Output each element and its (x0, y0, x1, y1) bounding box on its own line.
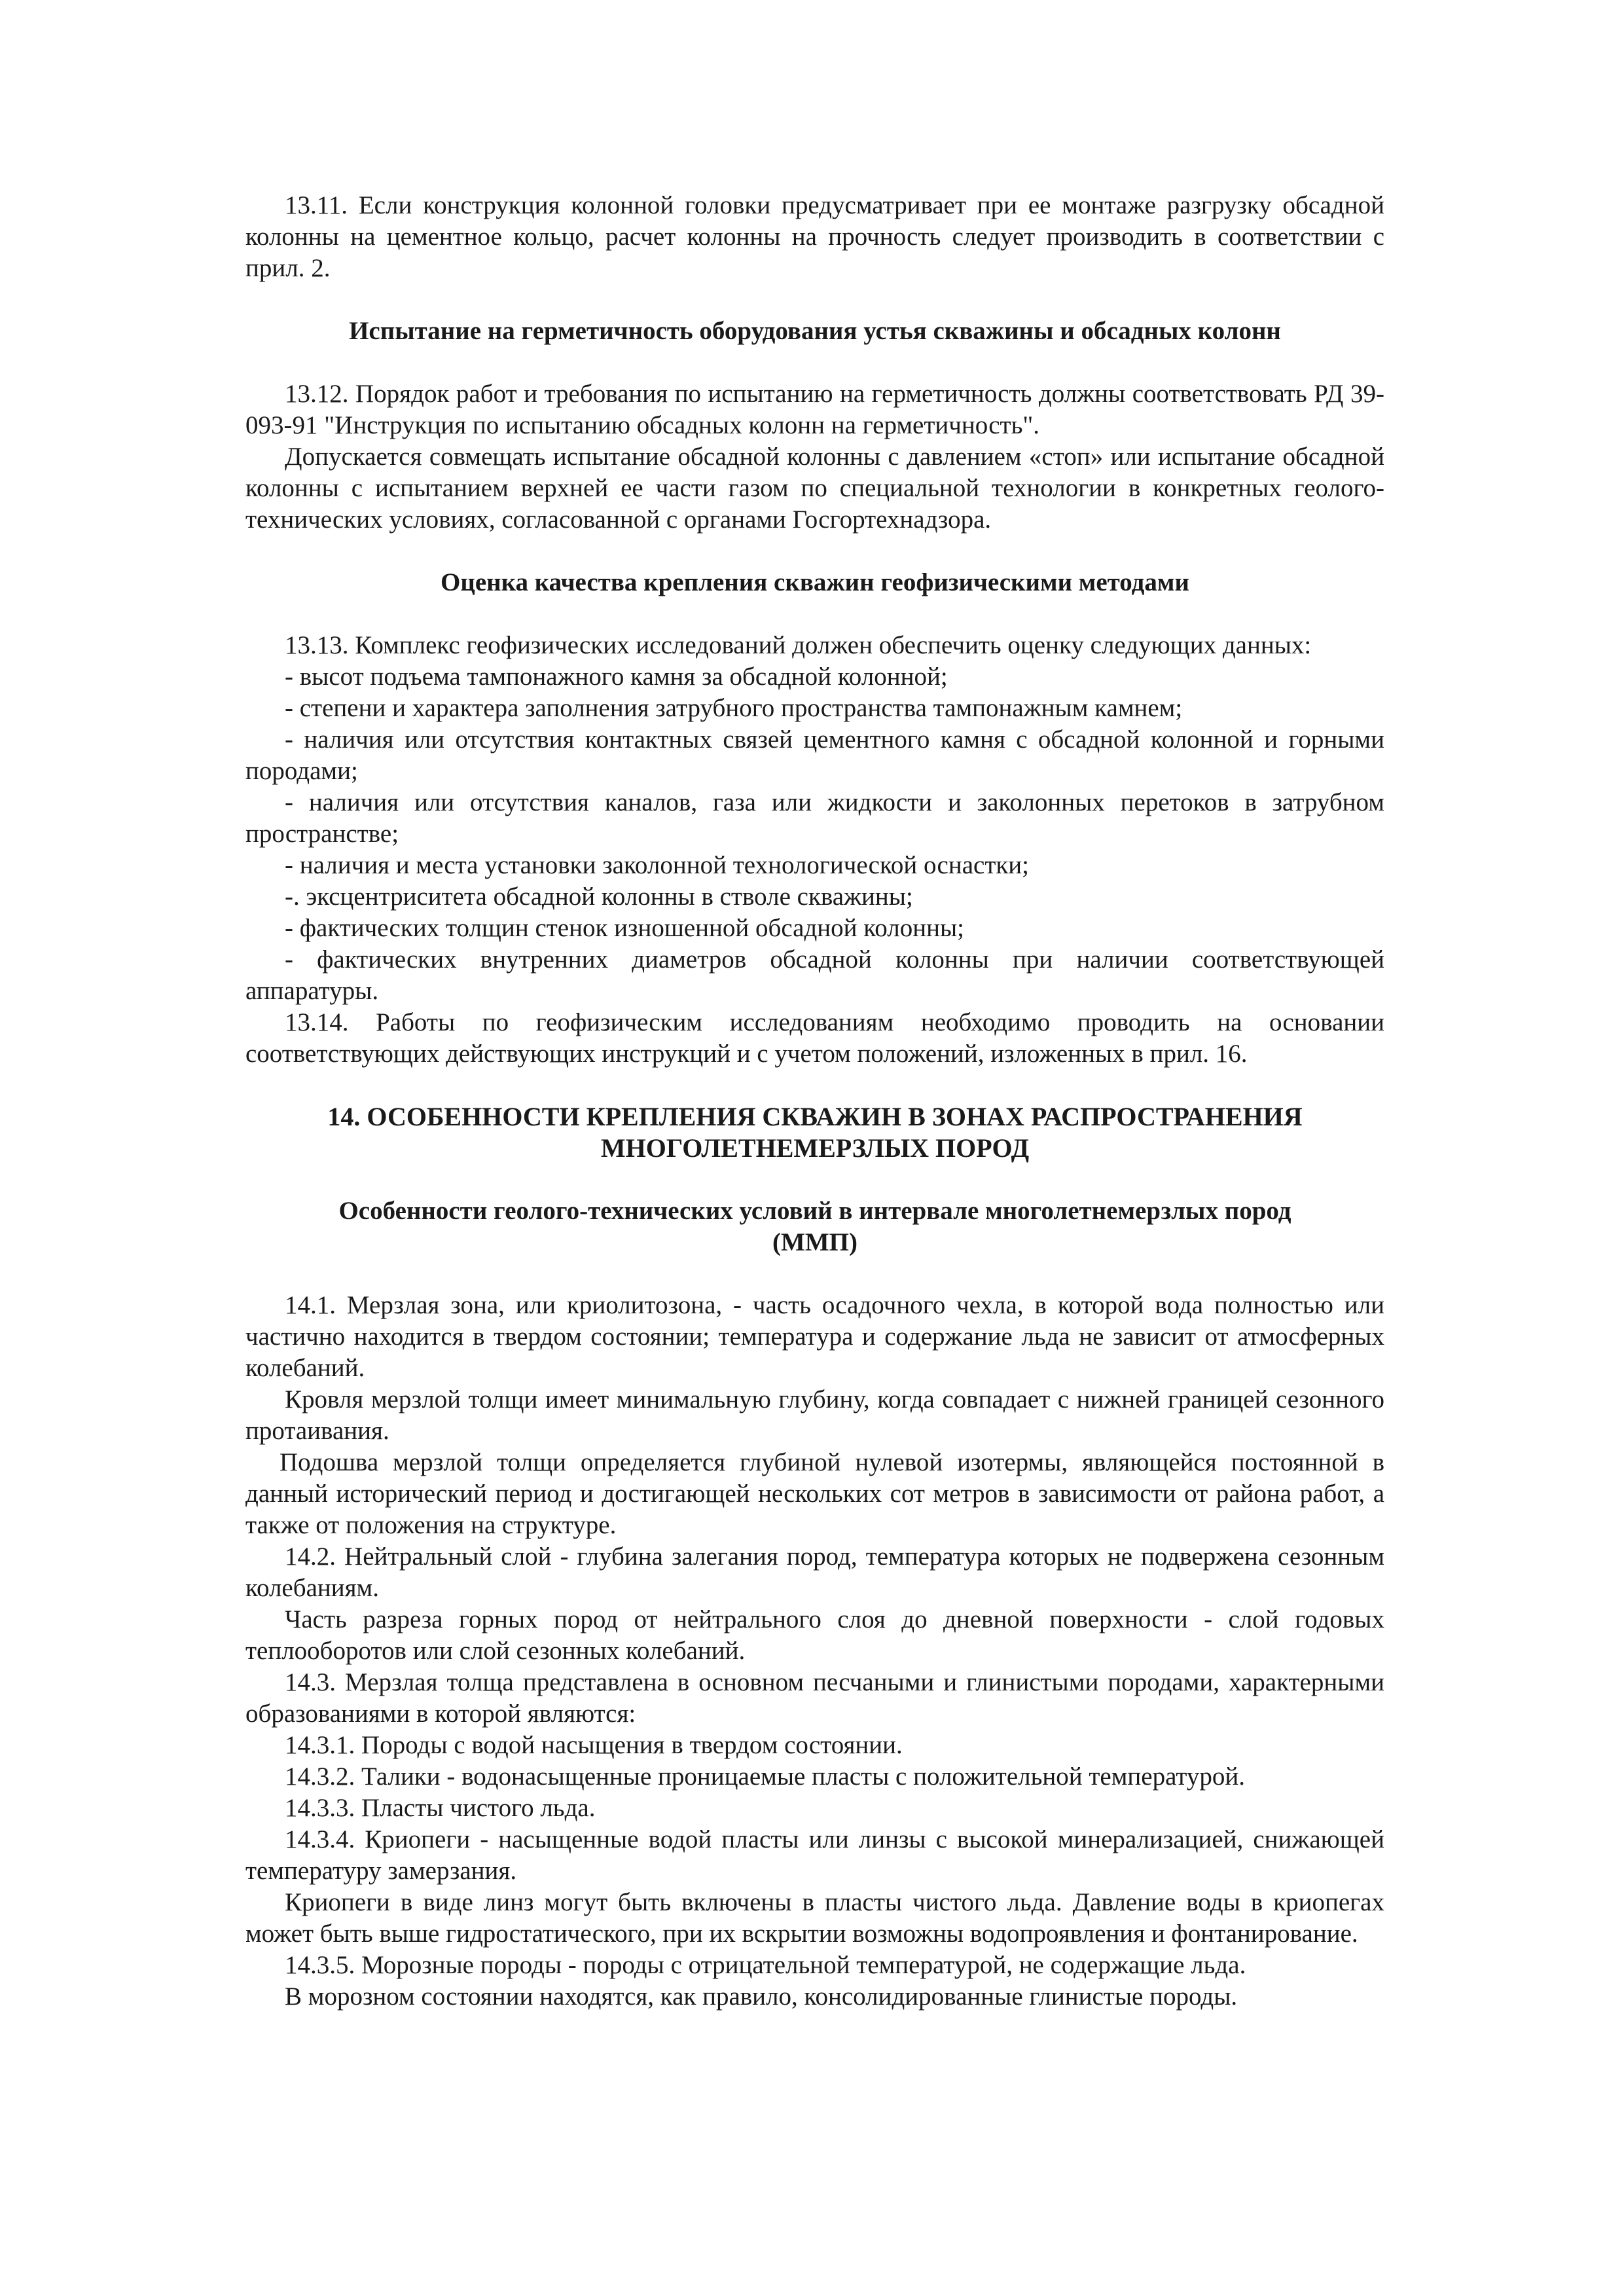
paragraph-14-3-5-b: В морозном состоянии находятся, как правило, консолидированные глинистые породы. (285, 1982, 1238, 2011)
paragraph-14-1: 14.1. Мерзлая зона, или криолитозона, - часть осадочного чехла, в которой вода полностью или частично находится в твердом состоянии; температура и содержание льда не зависит от атмосферных колебаний. (245, 1291, 1384, 1382)
paragraph-14-2: 14.2. Нейтральный слой - глубина залегания пород, температура которых не подвержена сезонным колебаниям. (245, 1542, 1384, 1602)
paragraph-13-14: 13.14. Работы по геофизическим исследованиям необходимо проводить на основании соответствующих действующих инструкций и с учетом положений, изложенных в прил. 16. (245, 1008, 1384, 1068)
paragraph-13-13: 13.13. Комплекс геофизических исследований должен обеспечить оценку следующих данных: (285, 631, 1312, 659)
paragraph-13-11: 13.11. Если конструкция колонной головки предусматривает при ее монтаже разгрузку обсадной колонны на цементное кольцо, расчет колонны на прочность следует производить в соответствии с прил. 2. (245, 191, 1384, 282)
paragraph-14-3-4: 14.3.4. Криопеги - насыщенные водой пласты или линзы с высокой минерализацией, снижающей температуру замерзания. (245, 1825, 1384, 1885)
list-item: - фактических внутренних диаметров обсадной колонны при наличии соответствующей аппаратуры. (245, 945, 1384, 1005)
heading-quality-assessment: Оценка качества крепления скважин геофизическими методами (441, 568, 1189, 596)
paragraph-13-12: 13.12. Порядок работ и требования по испытанию на герметичность должны соответствовать РД 39-093-91 "Инструкция по испытанию обсадных колонн на герметичность". (245, 380, 1384, 439)
document-page (245, 190, 1384, 2013)
heading-geo-conditions-line-2: (ММП) (772, 1228, 857, 1256)
list-item: -. эксцентриситета обсадной колонны в стволе скважины; (285, 883, 913, 911)
paragraph-13-12-b: Допускается совмещать испытание обсадной колонны с давлением «стоп» или испытание обсадной колонны с испытанием верхней ее части газом по специальной технологии в конкретных геолого-технических условиях, согласованной с органами Госгортехнадзора. (245, 443, 1384, 534)
heading-geo-conditions-line-1: Особенности геолого-технических условий в интервале многолетнемерзлых пород (338, 1197, 1291, 1225)
paragraph-14-3-3: 14.3.3. Пласты чистого льда. (285, 1794, 596, 1822)
section-14-title-line-1: 14. ОСОБЕННОСТИ КРЕПЛЕНИЯ СКВАЖИН В ЗОНАХ РАСПРОСТРАНЕНИЯ (327, 1102, 1303, 1131)
heading-hermetic-test: Испытание на герметичность оборудования устья скважины и обсадных колонн (349, 317, 1281, 345)
list-item: - фактических толщин стенок изношенной обсадной колонны; (285, 914, 964, 942)
list-item: - степени и характера заполнения затрубного пространства тампонажным камнем; (285, 694, 1183, 722)
paragraph-14-1-b: Кровля мерзлой толщи имеет минимальную глубину, когда совпадает с нижней границей сезонного протаивания. (245, 1385, 1384, 1445)
list-item: - наличия или отсутствия контактных связей цементного камня с обсадной колонной и горными породами; (245, 725, 1384, 785)
paragraph-14-2-b: Часть разреза горных пород от нейтрального слоя до дневной поверхности - слой годовых теплооборотов или слой сезонных колебаний. (245, 1605, 1384, 1665)
paragraph-14-3: 14.3. Мерзлая толща представлена в основном песчаными и глинистыми породами, характерными образованиями в которой являются: (245, 1668, 1384, 1728)
list-item: - высот подъема тампонажного камня за обсадной колонной; (285, 663, 948, 691)
paragraph-14-3-2: 14.3.2. Талики - водонасыщенные проницаемые пласты с положительной температурой. (285, 1762, 1246, 1791)
list-item: - наличия и места установки заколонной технологической оснастки; (285, 851, 1030, 879)
section-14-title (245, 1101, 1384, 1164)
paragraph-14-3-4-b: Криопеги в виде линз могут быть включены в пласты чистого льда. Давление воды в криопегах может быть выше гидростатического, при их вскрытии возможны водопроявления и фонтанирование. (245, 1888, 1384, 1948)
paragraph-14-1-c: Подошва мерзлой толщи определяется глубиной нулевой изотермы, являющейся постоянной в данный исторический период и достигающей нескольких сот метров в зависимости от района работ, а также от положения на структуре. (245, 1448, 1384, 1539)
paragraph-14-3-5: 14.3.5. Морозные породы - породы с отрицательной температурой, не содержащие льда. (285, 1951, 1246, 1979)
list-item: - наличия или отсутствия каналов, газа или жидкости и заколонных перетоков в затрубном пространстве; (245, 788, 1384, 848)
paragraph-14-3-1: 14.3.1. Породы с водой насыщения в твердом состоянии. (285, 1731, 903, 1759)
section-14-title-line-2: МНОГОЛЕТНЕМЕРЗЛЫХ ПОРОД (600, 1133, 1030, 1163)
heading-geo-conditions (245, 1195, 1384, 1258)
